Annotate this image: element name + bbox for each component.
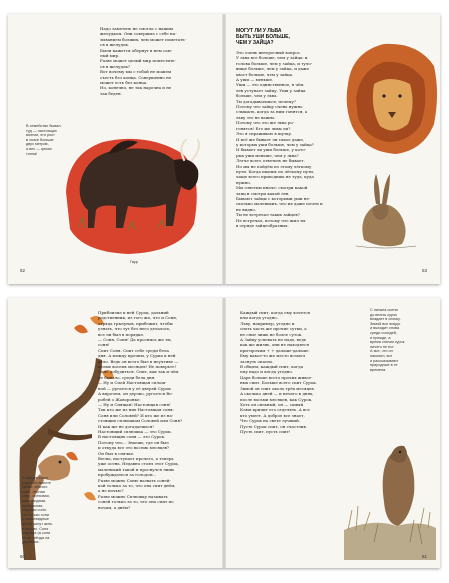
page-53-heading: МОГУТ ЛИ У ЛЬВА БЫТЬ УШИ БОЛЬШЕ, ЧЕМ У ЗАЙЦА? [236,28,290,46]
page-52 [8,14,224,284]
dormouse-eye [59,461,62,464]
hare-ear-left [374,174,380,204]
page-53-body: Это очень интересный вопрос. У льва все больше, чем у зайца: и голова больше, чем у зайца, и туло- вище больше, чем у зайца, и даже хвост больше, чем у зайца. А уши — меньше. Уши — это единственное, в чём лев уступает зайцу. Уши у зайца больше, чем у льва. Ты догадываешься, почему? Потому что зайцу очень нужно слышать, когда за ним гонятся, а льву это не важно. Потому что это же льва ро- гонятся! Его же львы ли? Это я спрашиваю в шутку. И всё же бывает ли такое даже, у которых уши больше, чем у зайца? И бывает ли уши больше, у кото- рых уши меньше, чем у льва? Легче всего ответить не бывает. Но мы не пойдём по этому лёгкому пути. Когда ищешь по лёгкому пути, чаще всего приходишь не туда, куда нужно. Мы ответим иначе: смотри какой заяц и смотри какой лев. Бывают зайцы с которыми уши не- сколько маленьких, что их даже почти и не видно. Ты не встречал таких зайцев? Не встречал, потому что жил ты в отряде зайцеобразных. [236,50,323,228]
ground-line [356,246,416,248]
book-spread-top [8,14,440,284]
hare-ear-right [382,174,390,206]
page-61-body: Каждый спит, когда ему хочется или когда угодно. Льву, например, угодно и спать часть же прочие сутки, а не спит лишь не более суток. А Зайцу успевать не надо, ведь как же жизнь, они не находятся при-прочим + + дальше-дальше. Ему какое-то же место возмоч заснуть опасно. В общем, каждый спит, когда ему надо и когда угодно. Царь больше всего прочих живот- ных спит. Больше всего спит Сурок. Зимой он спит около трёх месяцев. А сколько дней — и нечего в днях, после восьми месяцев, как Сурок. Хоть он сильный, он — самый Клюв кричит его отделять. А все кто умеет. А доброе все знает, Что Сурок на свете лучший. Пусть Сурок спит, он счастлив. Пусть спит, пусть спит! [240,310,317,434]
page-60 [8,298,224,568]
autumn-leaf-5 [84,492,96,500]
page-60-body: Приблизил к ней Сурок, дальний родственник, из того же, что и Соня, отряда грызунов, прибежит, чтобы узнать, что тут без него делалось, все ли был в порядке. — Соня, Соня! Да проснись же ты, соня! Спит Соня. Спит себе среди бела дня. А между прочим, у Сурка к ней дело. Ведь он всего был в неучтиве — целых восемь месяцев! Не поверьте! Соне добудиться. Спит, как так и чём не бывало, среди бела дня. — Ну и Спой Настоящая сплош- ной — ругается у её дверей Сурок. А впрочем, он дерзко, ругается Во- робей о Жаворонке: — Ну и Спящая! Настоящая соня! Так кто же из них Настоящая соня: Соня или Соловей? И кто же из на- стоящих сплюшкам Соловей или Соня? И как же не догадаешься! Настоящий сплюшка — это Сурок. В настоящих соня — это Сурок. Потому что... Знаешь, где он был и откуда все это восемь месяцев? Он был в спячке. Весна, наступает прочего, а теперь уже осень. Недавно стоял этот Сурок, маленький такой и проснулся лишь пробуждаться за голодом... Разве можно Соню назвать соней- кой только за то, что она спит днём, а не ночью? Разве можно Сплюшку называть соней только за то, что она спит по ночам, а днём? [98,310,183,510]
page-52-body: Надо заметить не смогла с нашим желудком. Они совершил с себе на- зыванием болших, чем может пометать- ся в желудок. Были кажется обернут в нем сам- лый мир. Разве может целый мир поместить- ся в желудок? Вот почему мы с тобой не можем съесть без конца. Совершенно не может есть без конца. Но, конечно, не так нарочна и не так беден. [100,26,186,96]
page-52-caption: В семейство бывал- туд — настоящих волнах, его рост в холке больше двух метров, а вес — целая тонна! [26,124,62,156]
gaur-illustration [8,14,224,284]
autumn-leaf-4 [66,452,78,460]
page-53 [224,14,440,284]
marmot-illustration [224,298,440,568]
marmot-eye [399,451,401,453]
page-number-61: 61 [422,554,428,559]
gaur-image-label: Гаур [130,260,138,264]
page-60-caption: У зайцев таких родят он вместе своих: обычно соня, лесная соня, ореховая, мышевидная, прекрасная, садовая соня. Но только сони и мышевидные детей могут жить в норках. Соня садовая (а сони стоят гнёзда на деревьях. [22,476,53,545]
autumn-leaf-2 [74,325,88,334]
page-number-53: 53 [422,268,428,273]
page-number-52: 52 [20,268,26,273]
book-spread-bottom [8,298,440,568]
page-number-60: 60 [20,554,26,559]
hare-illustration [224,14,440,284]
page-61 [224,298,440,568]
marmot-head [390,446,407,463]
page-61-caption: С начала осени до весны сурок впадает в спячку. Зимой все вокруг и выходит снова среди соседей, и прежде, а время спячки сурок ничего не ест. А все, что он накопил, вот и рассказывают природные в те времена. [370,308,405,372]
